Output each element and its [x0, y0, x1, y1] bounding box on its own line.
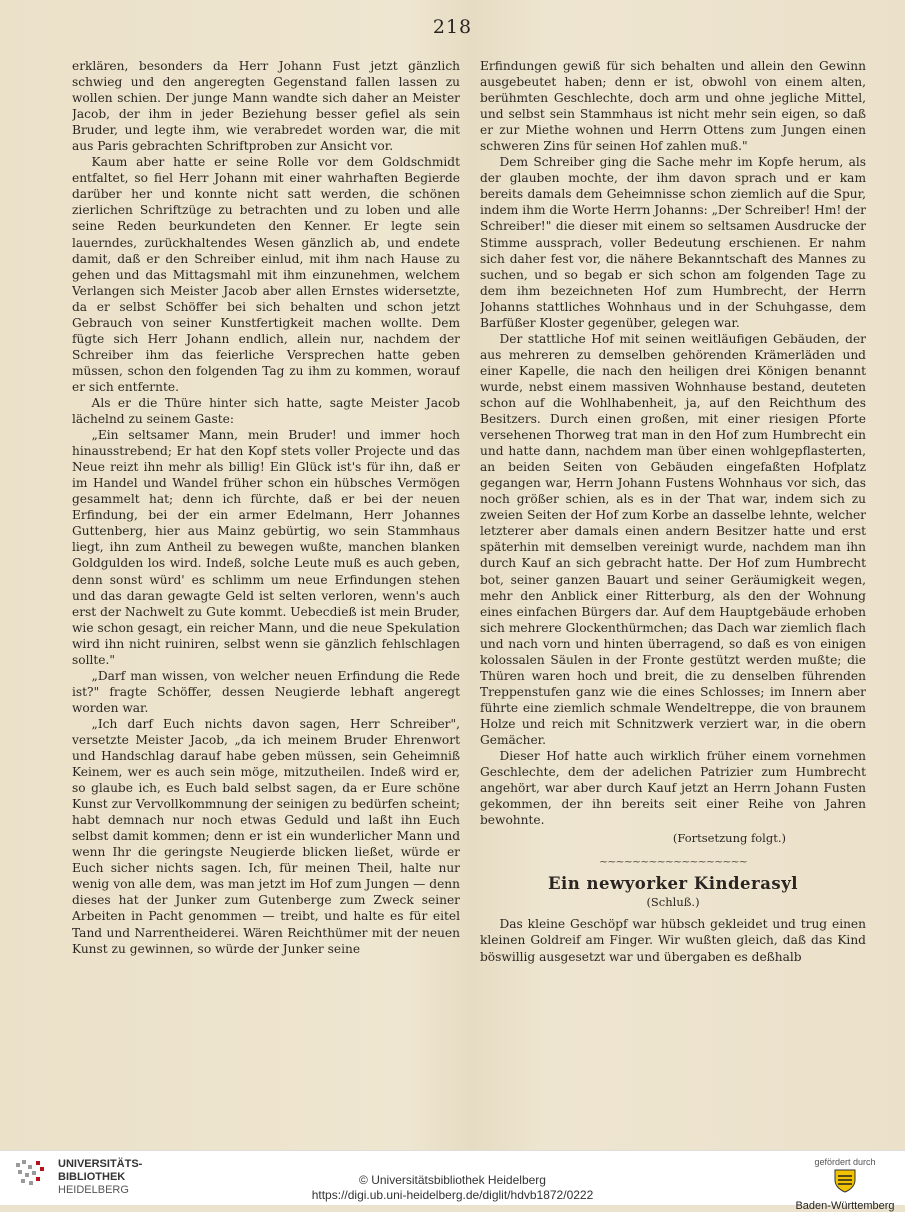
paragraph: Kaum aber hatte er seine Rolle vor dem Goldschmidt entfaltet, so fiel Herr Johann mit einer wahrhaften Begierde darüber her und konnte nicht satt werden, die schönen zierlichen Schriftzüge zu betrachten und zu loben und alle seine Reden beurkundeten den Kenner. Er legte sein lauerndes, zurückhaltendes Wesen gänzlich ab, und endete damit, daß er den Schreiber einlud, mit ihm nach Hause zu gehen und das Mittagsmahl mit ihm einzunehmen, welchem Verlangen sich Meister Jacob aber allen Ernstes widersetzte, da er selbst Schöffer bei sich behalten und schon jetzt Gebrauch von seiner Kunstfertigkeit machen wollte. Dem fügte sich Herr Johann endlich, allein nur, nachdem der Schreiber ihm das feierliche Versprechen hatte geben müssen, schon den folgenden Tag zu ihm zu kommen, worauf er sich entfernte.	[72, 155, 460, 394]
paragraph: Dem Schreiber ging die Sache mehr im Kopfe herum, als der glauben mochte, der ihm davon sprach und er kam bereits damals dem Geheimnisse schon ziemlich auf die Spur, indem ihm die Worte Herrn Johanns: „Der Schreiber! Hm! der Schreiber!" die dieser mit einem so seltsamen Ausdrucke der Stimme aussprach, voller Bedeutung erschienen. Er nahm sich daher fest vor, die nähere Bekanntschaft des Mannes zu suchen, und so begab er sich schon am folgenden Tage zu dem ihm bezeichneten Hof zum Humbrecht, der Herrn Johanns stattliches Wohnhaus und in der Schuhgasse, dem Barfüßer Kloster gegenüber, gelegen war.	[480, 155, 866, 330]
copyright-text: © Universitätsbibliothek Heidelberg	[359, 1173, 546, 1187]
footer-info	[0, 1173, 905, 1203]
ornament-divider: ~~~~~~~~~~~~~~~~~~	[599, 855, 747, 869]
paragraph: Erfindungen gewiß für sich behalten und allein den Gewinn ausgebeutet haben; denn er ist, obwohl von einem alten, berühmten Geschlechte, doch arm und ohne jegliche Mittel, und selbst sein Stammhaus ist nicht mehr sein eigen, so daß er zur Miethe wohnen und Herrn Ottens zum Jungen einen schweren Zins für seinen Hof zahlen muß."	[480, 59, 866, 154]
article-title: Ein newyorker Kinderasyl	[547, 874, 799, 894]
coat-of-arms-icon	[832, 1167, 858, 1193]
continuation-note: (Fortsetzung folgt.)	[672, 831, 786, 846]
paragraph: „Ein seltsamer Mann, mein Bruder! und immer hoch hinausstrebend; Er hat den Kopf stets voller Projecte und das Neue reizt ihn mehr als billig! Ein Glück ist's für ihn, daß er im Handel und Wandel früher schon ein hübsches Vermögen gesammelt hat; denn ich fürchte, daß er bei der neuen Erfindung, bei der ein armer Edelmann, Herr Johannes Guttenberg, hier aus Mainz gebürtig, wo sein Stammhaus liegt, ihn zum Antheil zu bewegen wußte, manchen blanken Goldgulden los wird. Indeß, solche Leute muß es auch geben, denn sonst würd' es schlimm um neue Erfindungen stehen und das daran gewagte Geld ist selten verloren, wenn's auch erst der Nachwelt zu Gute kommt. Uebecdieß ist mein Bruder, wie schon gesagt, ein reicher Mann, und die neue Spekulation wird ihn nicht ruiniren, selbst wenn sie gänzlich fehlschlagen sollte."	[72, 428, 460, 667]
left-column	[72, 58, 460, 1140]
paragraph: Der stattliche Hof mit seinen weitläufigen Gebäuden, der aus mehreren zu demselben gehörenden Krämerläden und einer Kapelle, die nach den heiligen drei Königen benannt wurde, nebst einem massiven Wohnhause bestand, deuteten schon auf die Wohlhabenheit, ja, auf den Reichthum des Besitzers. Durch einen großen, mit einer riesigen Pforte versehenen Thorweg trat man in den Hof zum Humbrecht ein und hatte dann, nachdem man über einen wohlgepflasterten, an beiden Seiten von Gebäuden eingefaßten Hofplatz gegangen war, Herrn Johann Fustens Wohnhaus vor sich, das noch größer schien, als es in der That war, indem sich zu zweien Seiten der Hof zum Korbe an dasselbe lehnte, welcher letzterer aber damals einen andern Besitzer hatte und erst späterhin mit demselben vereinigt wurde, nachdem man ihn durch Kauf an sich gebracht hatte. Der Hof zum Humbrecht bot, seiner ganzen Bauart und seiner Geräumigkeit wegen, mehr den Anblick einer Ritterburg, als den der Wohnung eines einfachen Bürgers dar. Auf dem Hauptgebäude erhoben sich mehrere Glockenthürmchen; das Dach war ziemlich flach und nach vorn und hinten überragend, so daß es von einigen kolossalen Säulen in der Fronte gestützt werden mußte; die Thüren waren hoch und breit, die zu denselben führenden Treppenstufen ganz wie die eines Schlosses; im Innern aber führte eine ziemlich schmale Wendeltreppe, die von braunem Holze und reich mit Schnitzwerk verziert war, in die obern Gemächer.	[480, 331, 866, 747]
paragraph: Dieser Hof hatte auch wirklich früher einem vornehmen Geschlechte, dem der adelichen Patrizier zum Humbrecht angehört, war aber durch Kauf jetzt an Herrn Johann Fusten gekommen, der ihn bereits seit einer Reihe von Jahren bewohnte.	[480, 749, 866, 828]
permalink[interactable]: https://digi.ub.uni-heidelberg.de/diglit/hdvb1872/0222	[311, 1188, 594, 1202]
article-subtitle: (Schluß.)	[646, 895, 700, 910]
right-column	[480, 58, 866, 1140]
state-name: Baden-Württemberg	[795, 1200, 895, 1212]
paragraph: „Darf man wissen, von welcher neuen Erfindung die Rede ist?" fragte Schöffer, dessen Neugierde lebhaft angeregt worden war.	[72, 668, 460, 715]
library-name: UNIVERSITÄTS- BIBLIOTHEK HEIDELBERG	[58, 1157, 143, 1196]
paragraph: Das kleine Geschöpf war hübsch gekleidet und trug einen kleinen Goldreif am Finger. Wir wußten gleich, daß das Kind böswillig ausgesetzt war und übergaben es deßhalb	[480, 917, 866, 964]
page-number: 218	[432, 16, 473, 38]
sponsor-label: gefördert durch	[814, 1157, 876, 1167]
paragraph: erklären, besonders da Herr Johann Fust jetzt gänzlich schwieg und den angeregten Gegenstand fallen lassen zu wollen schien. Der junge Mann wandte sich daher an Meister Jacob, der ihm in jeder Beziehung besser gefiel als sein Bruder, und legte ihm, wie verabredet worden war, die mit aus Paris gebrachten Schriftproben zur Ansicht vor.	[72, 59, 460, 154]
paragraph: „Ich darf Euch nichts davon sagen, Herr Schreiber", versetzte Meister Jacob, „da ich meinem Bruder Ehrenwort und Handschlag darauf habe geben müssen, sein Geheimniß Keinem, wer es auch sein möge, mitzutheilen. Indeß wird er, so glaube ich, es Euch bald selbst sagen, da er Eure schöne Kunst zur Vervollkommnung der seinigen zu bedürfen scheint; habt demnach nur noch etwas Geduld und laßt ihn Euch selbst damit kommen; denn er ist ein wunderlicher Mann und wenn Ihr die geringste Neugierde blicken ließet, würde er Euch sicher nichts sagen. Ich, für meinen Theil, halte nur wenig von alle dem, was man jetzt im Hof zum Jungen — denn dieses hat der Junker zum Gutenberge zum Zweck seiner Arbeiten in Pacht genommen — treibt, und halte es für eitel Tand und Narrentheiderei. Wären Reichthümer mit der neuen Kunst zu gewinnen, so würde der Junker seine	[72, 716, 460, 956]
viewer-footer	[0, 1150, 905, 1212]
paragraph: Als er die Thüre hinter sich hatte, sagte Meister Jacob lächelnd zu seinem Gaste:	[72, 395, 460, 427]
